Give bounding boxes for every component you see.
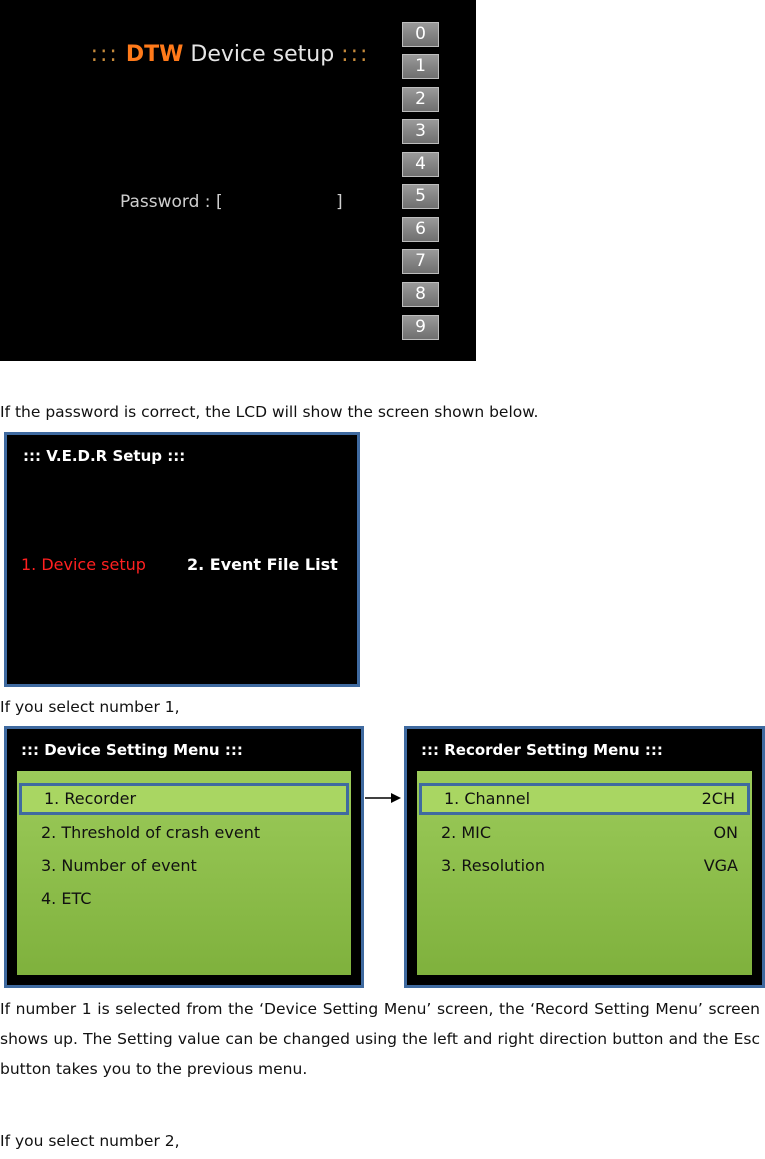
menu-option-event-file-list[interactable]: 2. Event File List bbox=[187, 555, 338, 574]
keypad-key-8[interactable]: 8 bbox=[402, 282, 439, 307]
keypad-key-0[interactable]: 0 bbox=[402, 22, 439, 47]
title-text: Device setup bbox=[190, 42, 335, 67]
menu-option-device-setup[interactable]: 1. Device setup bbox=[21, 555, 146, 574]
menu-item-label: 1. Channel bbox=[444, 789, 531, 808]
menu-item-label: 3. Resolution bbox=[441, 856, 545, 875]
paragraph-select-1: If you select number 1, bbox=[0, 698, 180, 716]
password-field-label: Password : [ bbox=[120, 192, 223, 212]
menu-item-label: 2. Threshold of crash event bbox=[41, 823, 261, 842]
menu-item-resolution[interactable] bbox=[417, 850, 752, 882]
keypad-key-9[interactable]: 9 bbox=[402, 315, 439, 340]
device-setting-menu-list bbox=[17, 771, 351, 975]
keypad-key-3[interactable]: 3 bbox=[402, 119, 439, 144]
device-setting-menu-screen bbox=[4, 726, 364, 988]
menu-item-channel[interactable] bbox=[419, 783, 750, 815]
recorder-setting-menu-list bbox=[417, 771, 752, 975]
menu-item-label: 1. Recorder bbox=[44, 789, 137, 808]
menu-item-label: 3. Number of event bbox=[41, 856, 197, 875]
menu-item-label: 2. MIC bbox=[441, 823, 492, 842]
password-screen-title bbox=[0, 42, 460, 67]
recorder-setting-menu-screen bbox=[404, 726, 765, 988]
vedr-setup-screen bbox=[4, 432, 360, 687]
menu-item-number-of-event[interactable] bbox=[17, 850, 351, 882]
title-brand: DTW bbox=[125, 42, 184, 67]
keypad-key-7[interactable]: 7 bbox=[402, 249, 439, 274]
paragraph-select-2: If you select number 2, bbox=[0, 1132, 180, 1150]
recorder-setting-menu-title: ::: Recorder Setting Menu ::: bbox=[421, 741, 663, 759]
keypad-key-6[interactable]: 6 bbox=[402, 217, 439, 242]
arrow-right-icon bbox=[365, 790, 401, 806]
menu-item-etc[interactable] bbox=[17, 883, 351, 915]
password-field-close[interactable]: ] bbox=[336, 192, 343, 212]
menu-item-value: 2CH bbox=[701, 789, 735, 808]
paragraph-password-correct: If the password is correct, the LCD will show the screen shown below. bbox=[0, 403, 539, 421]
paragraph-record-setting-menu: If number 1 is selected from the ‘Device Setting Menu’ screen, the ‘Record Setting Menu’ screen shows up. The Setting value can be changed using the left and right direction button and the Esc button takes you to the previous menu. bbox=[0, 1000, 760, 1078]
keypad-key-4[interactable]: 4 bbox=[402, 152, 439, 177]
password-screen bbox=[0, 0, 476, 361]
keypad-key-5[interactable]: 5 bbox=[402, 184, 439, 209]
title-deco-right: ::: bbox=[341, 42, 370, 67]
menu-item-threshold[interactable] bbox=[17, 817, 351, 849]
menu-item-value: ON bbox=[713, 823, 738, 842]
device-setting-menu-title: ::: Device Setting Menu ::: bbox=[21, 741, 243, 759]
menu-item-recorder[interactable] bbox=[19, 783, 349, 815]
menu-item-label: 4. ETC bbox=[41, 889, 92, 908]
vedr-setup-title: ::: V.E.D.R Setup ::: bbox=[23, 447, 186, 465]
menu-item-mic[interactable] bbox=[417, 817, 752, 849]
keypad-key-2[interactable]: 2 bbox=[402, 87, 439, 112]
keypad-key-1[interactable]: 1 bbox=[402, 54, 439, 79]
menu-item-value: VGA bbox=[703, 856, 738, 875]
title-deco-left: ::: bbox=[90, 42, 119, 67]
